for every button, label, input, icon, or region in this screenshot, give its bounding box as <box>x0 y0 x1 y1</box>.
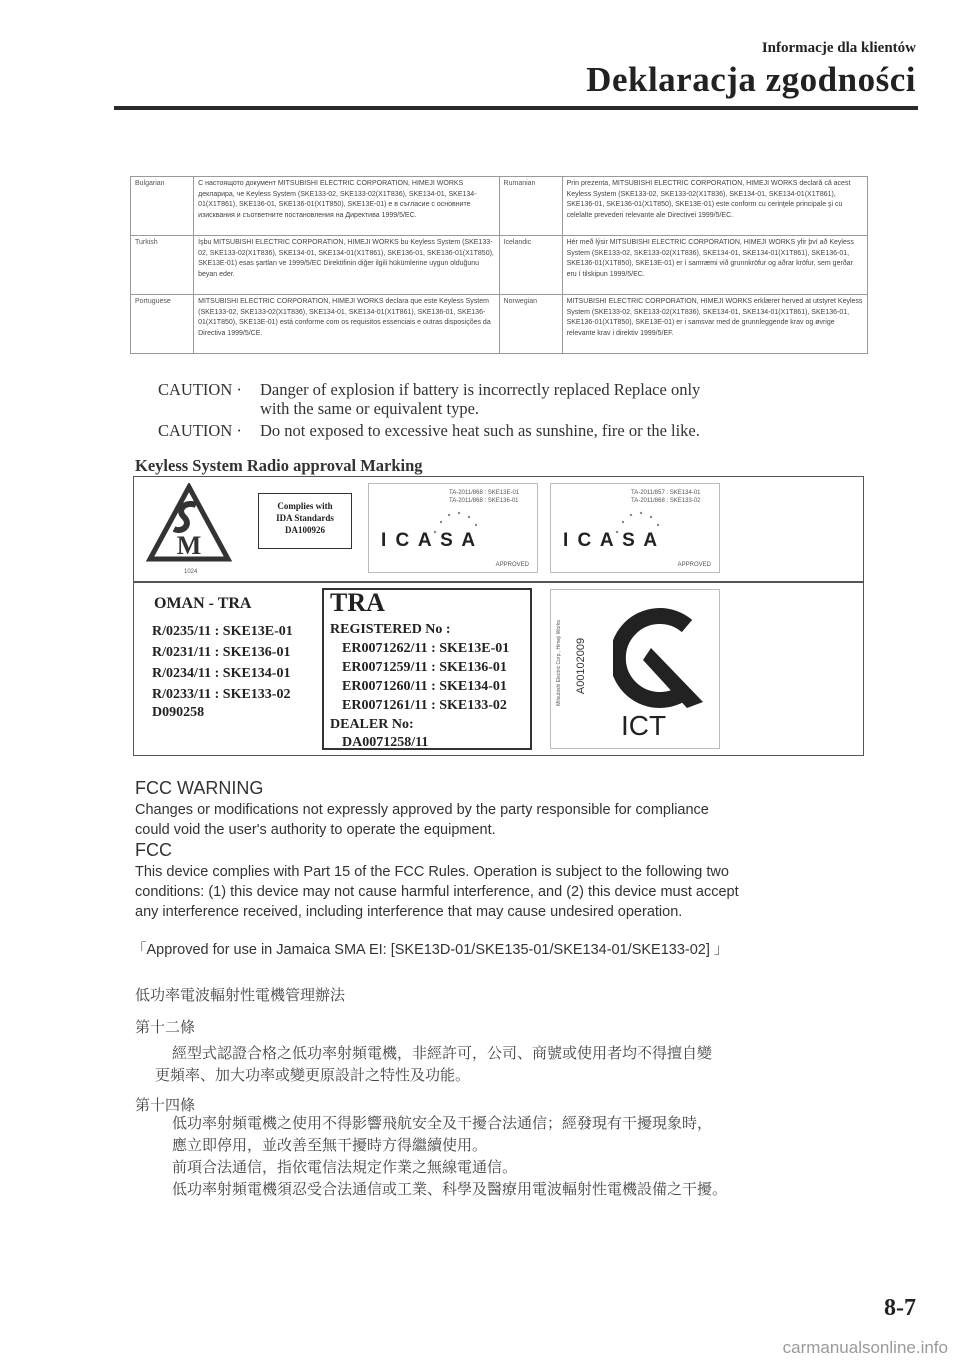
fcc-text <box>135 862 739 922</box>
marking-title: Keyless System Radio approval Marking <box>135 456 423 475</box>
text-cell: Hér með lýsir MITSUBISHI ELECTRIC CORPORATION, HIMEJI WORKS yfir því að Keyless System (SKE133-02, SKE133-02(X1T836), SKE134-01, SKE134-01(X1T861), SKE136-01, SKE136-01(X1T850), SKE13E-01) er í samræmi við grunnkröfur og aðrar kröfur, sem gerðar eru í tilskipun 1999/5/EC. <box>562 236 867 295</box>
table-row <box>131 177 868 236</box>
icasa-logo: I C A S A <box>563 530 660 551</box>
text-cell: MITSUBISHI ELECTRIC CORPORATION, HIMEJI WORKS declara que este Keyless System (SKE133-02, SKE133-02(X1T836), SKE134-01, SKE134-01(X1T861), SKE136-01, SKE136-01(X1T850), SKE13E-01) está conforme com os requisitos essenciais e outras disposições da Directiva 1999/5/CE. <box>194 295 499 354</box>
ict-label: ICT <box>621 710 667 741</box>
page-title: Deklaracja zgodności <box>586 60 916 99</box>
lang-cell: Rumanian <box>499 177 562 236</box>
ida-line: Complies with <box>277 501 333 511</box>
caution-text: Do not exposed to excessive heat such as sunshine, fire or the like. <box>260 421 700 440</box>
fcc-warning-text <box>135 800 709 840</box>
sirim-number: 1024 <box>184 569 198 575</box>
oman-line: R/0235/11 : SKE13E-01 <box>152 624 293 639</box>
sirim-logo-icon <box>146 483 232 565</box>
icasa-ref: TA-2011/868 : SKE13E-01 <box>449 490 520 496</box>
tra-line: ER0071261/11 : SKE133-02 <box>342 698 507 713</box>
declaration-table <box>130 176 868 354</box>
marking-panel-top <box>133 476 864 582</box>
zh-art14-line: 前項合法通信，指依電信法規定作業之無線電通信。 <box>172 1158 518 1176</box>
tra-dealer-no: DA0071258/11 <box>342 735 429 750</box>
text-line: could void the user's authority to operate the equipment. <box>135 822 496 838</box>
ict-mark <box>550 589 720 749</box>
caution-text-cont: with the same or equivalent type. <box>260 399 480 418</box>
watermark: carmanualsonline.info <box>782 1338 948 1357</box>
tra-title: TRA <box>330 588 385 617</box>
lang-cell: Norwegian <box>499 295 562 354</box>
zh-art14-heading: 第十四條 <box>135 1096 196 1114</box>
oman-line: R/0234/11 : SKE134-01 <box>152 666 291 681</box>
tra-list <box>342 639 509 715</box>
zh-art14-line: 應立即停用，並改善至無干擾時方得繼續使用。 <box>172 1136 488 1154</box>
text-line: Changes or modifications not expressly approved by the party responsible for compliance <box>135 802 709 818</box>
lang-cell: Icelandic <box>499 236 562 295</box>
text-line: conditions: (1) this device may not cause harmful interference, and (2) this device must accept <box>135 884 739 900</box>
oman-title: OMAN - TRA <box>154 595 252 612</box>
text-cell: MITSUBISHI ELECTRIC CORPORATION, HIMEJI WORKS erklærer herved at utstyret Keyless System (SKE133-02, SKE133-02(X1T836), SKE134-01, SKE134-01(X1T861), SKE136-01, SKE136-01(X1T850), SKE13E-01) er i samsvar med de grunnleggende krav og øvrige relevante krav i direktiv 1999/5/EF. <box>562 295 867 354</box>
ida-box <box>258 493 352 549</box>
text-line: any interference received, including interference that may cause undesired operation. <box>135 904 683 920</box>
text-cell: Prin prezenta, MITSUBISHI ELECTRIC CORPORATION, HIMEJI WORKS declară că acest Keyless System (SKE133-02, SKE133-02(X1T836), SKE134-01, SKE134-01(X1T861), SKE136-01, SKE136-01(X1T850), SKE13E-01) este conform cu cerinţele principale şi cu celelalte prevederi relevante ale Directivei 1999/5/EC. <box>562 177 867 236</box>
tra-box <box>322 588 532 750</box>
zh-art14-line: 低功率射頻電機之使用不得影響飛航安全及干擾合法通信；經發現有干擾現象時， <box>172 1114 713 1132</box>
jamaica-approval: 「Approved for use in Jamaica SMA EI: [SKE13D-01/SKE135-01/SKE134-01/SKE133-02] 」 <box>132 942 729 958</box>
ida-line: DA100926 <box>285 525 325 535</box>
tra-dealer: DEALER No: <box>330 717 414 732</box>
caution-label: CAUTION · <box>158 421 242 440</box>
icasa-ref: TA-2011/857 : SKE134-01 <box>631 490 701 496</box>
lang-cell: Portuguese <box>131 295 194 354</box>
icasa-mark-1 <box>368 483 538 573</box>
table-row <box>131 236 868 295</box>
fcc-warning-heading: FCC WARNING <box>135 778 264 798</box>
section-subtitle: Informacje dla klientów <box>761 40 916 56</box>
ict-logo-icon <box>613 604 709 712</box>
fcc-heading: FCC <box>135 840 172 860</box>
oman-line: D090258 <box>152 705 205 720</box>
tra-line: ER0071260/11 : SKE134-01 <box>342 679 507 694</box>
caution-label: CAUTION · <box>158 380 242 399</box>
zh-art12-heading: 第十二條 <box>135 1018 196 1036</box>
lang-cell: Turkish <box>131 236 194 295</box>
table-row <box>131 295 868 354</box>
zh-title: 低功率電波輻射性電機管理辦法 <box>135 986 346 1004</box>
header-rule <box>114 106 918 110</box>
caution-text: Danger of explosion if battery is incorrectly replaced Replace only <box>260 380 701 399</box>
tra-line: ER0071262/11 : SKE13E-01 <box>342 641 510 656</box>
ida-line: IDA Standards <box>276 513 334 523</box>
text-cell: İşbu MITSUBISHI ELECTRIC CORPORATION, HIMEJI WORKS bu Keyless System (SKE133-02, SKE133-02(X1T836), SKE134-01, SKE134-01(X1T861), SKE136-01, SKE136-01(X1T850), SKE13E-01) esas şartları ve 1999/5/EC Direktifinin diğer ilgili hükümlerine uygun olduğunu beyan eder. <box>194 236 499 295</box>
icasa-mark-2 <box>550 483 720 573</box>
text-cell: С настоящото документ MITSUBISHI ELECTRIC CORPORATION, HIMEJI WORKS декларира, че Keyless System (SKE133-02, SKE133-02(X1T836), SKE134-01, SKE134-01(X1T861), SKE136-01, SKE136-01(X1T850), SKE13E-01) е в съгласие с основните изисквания и съответните постановления на Директива 1999/5/EC. <box>194 177 499 236</box>
text-line: This device complies with Part 15 of the FCC Rules. Operation is subject to the following two <box>135 864 729 880</box>
icasa-ref: TA-2011/868 : SKE133-02 <box>631 498 701 504</box>
icasa-ref: TA-2011/868 : SKE136-01 <box>449 498 519 504</box>
caution-heat <box>158 421 700 441</box>
icasa-logo: I C A S A <box>381 530 478 551</box>
oman-list <box>152 621 293 721</box>
zh-art14-line: 低功率射頻電機須忍受合法通信或工業、科學及醫療用電波輻射性電機設備之干擾。 <box>172 1180 728 1198</box>
tra-registered: REGISTERED No : <box>330 622 451 637</box>
marking-panel-bottom <box>133 582 864 756</box>
oman-line: R/0233/11 : SKE133-02 <box>152 687 291 702</box>
page-number: 8-7 <box>884 1295 916 1321</box>
svg-text:M: M <box>176 531 202 560</box>
tra-line: ER0071259/11 : SKE136-01 <box>342 660 507 675</box>
icasa-approved: APPROVED <box>677 562 711 568</box>
icasa-approved: APPROVED <box>495 562 529 568</box>
zh-art12-line: 經型式認證合格之低功率射頻電機，非經許可，公司、商號或使用者均不得擅自變 <box>172 1044 713 1062</box>
caution-battery <box>158 380 700 400</box>
ict-vertical-code: A00102009 <box>575 637 587 695</box>
zh-art12-line: 更頻率、加大功率或變更原設計之特性及功能。 <box>155 1066 471 1084</box>
oman-line: R/0231/11 : SKE136-01 <box>152 645 291 660</box>
lang-cell: Bulgarian <box>131 177 194 236</box>
ict-vertical-text: Mitsubishi Electric Corp., Himeji Works <box>556 620 562 706</box>
